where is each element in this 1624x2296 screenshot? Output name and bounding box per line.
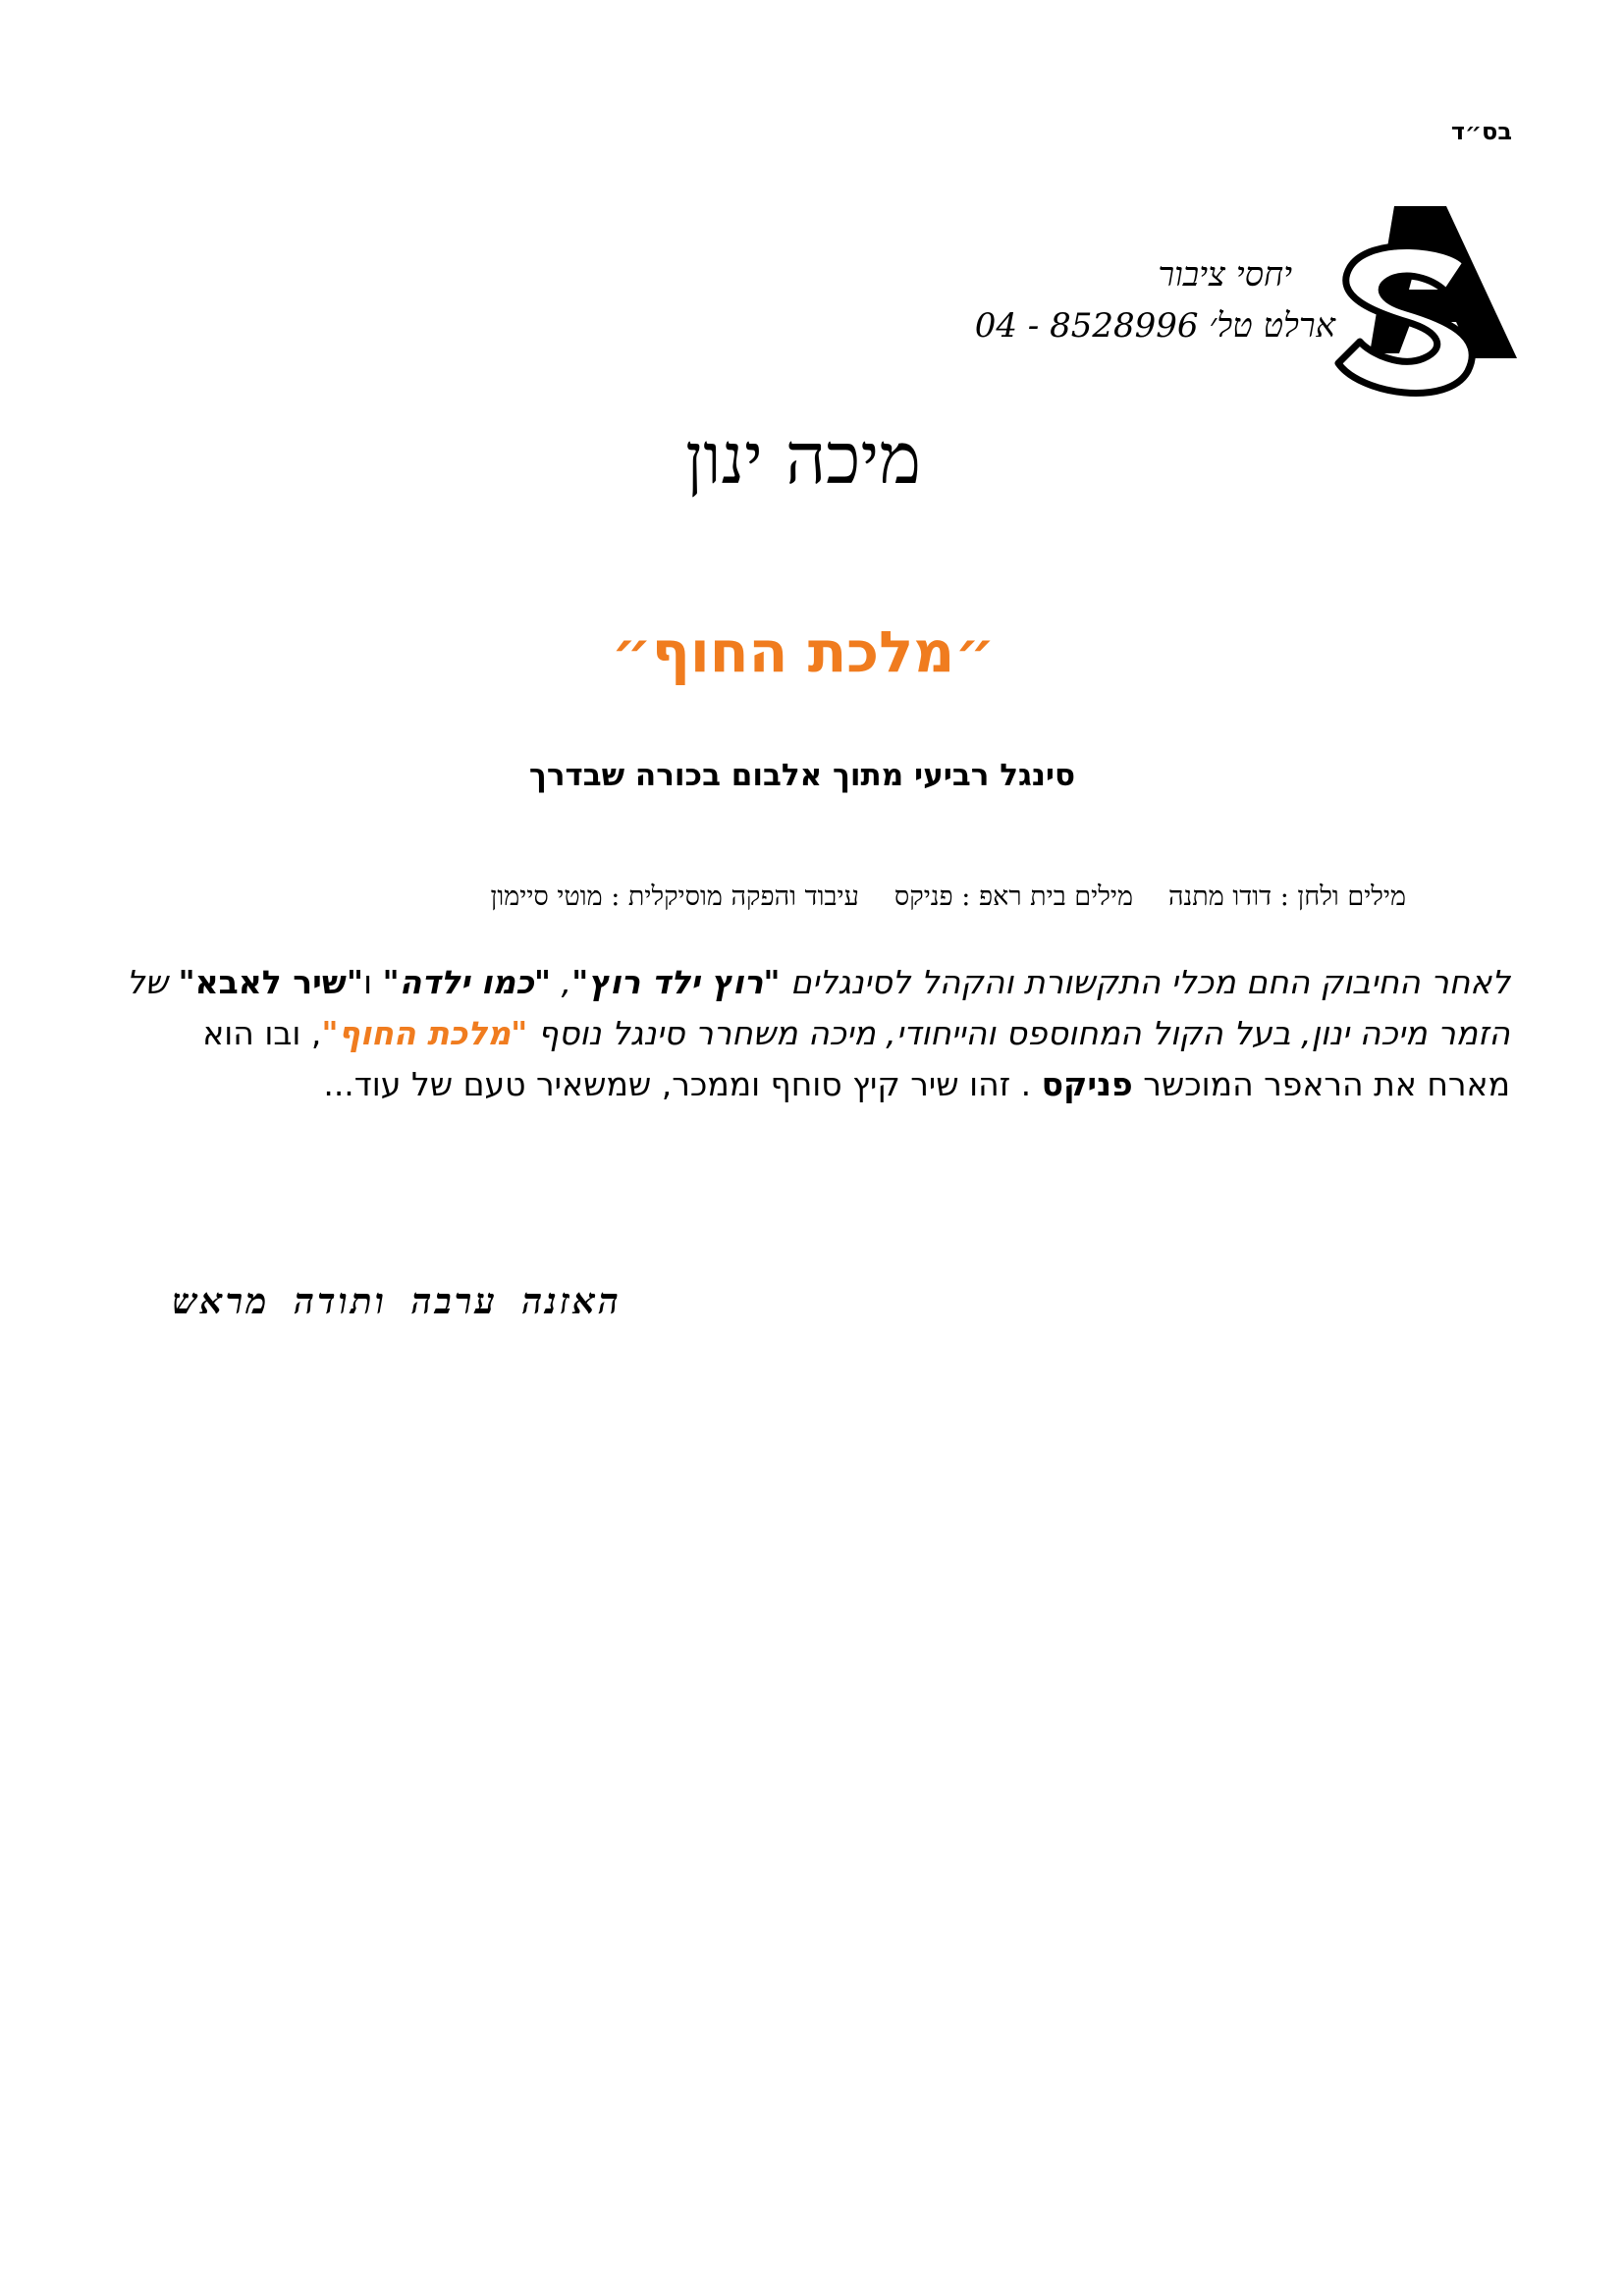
single-title-song-for-dad: "שיר לאבא" xyxy=(178,963,364,1001)
rapper-name: פניקס xyxy=(1041,1065,1133,1103)
artist-name-text: מיכה ינון xyxy=(684,417,922,500)
body-intro: לאחר החיבוק החם מכלי התקשורת והקהל לסינגלים xyxy=(780,963,1510,1001)
credit-rap-lyrics: מילים בית ראפ : פניקס xyxy=(893,881,1133,912)
song-title xyxy=(0,618,1624,685)
single-title-like-a-girl: "כמו ילדה" xyxy=(382,963,552,1001)
credit-arrangement: עיבוד והפקה מוסיקלית : מוטי סיימון xyxy=(490,881,859,912)
single-title-beach-queen: "מלכת החוף" xyxy=(321,1014,528,1052)
signoff: האזנה ערבה ותודה מראש xyxy=(172,1282,622,1322)
single-title-run-kid-run: "רוץ ילד רוץ" xyxy=(571,963,781,1001)
credits-line xyxy=(490,881,1406,912)
subtitle xyxy=(0,758,1624,793)
subtitle-text: סינגל רביעי מתוך אלבום בכורה שבדרך xyxy=(528,758,1076,793)
body-and: ו xyxy=(363,963,383,1001)
credit-music-lyrics: מילים ולחן : דודו מתנה xyxy=(1167,881,1406,912)
artist-name xyxy=(0,417,1624,501)
song-title-text: ״מלכת החוף״ xyxy=(611,618,996,685)
header-bsd: בס״ד xyxy=(1450,118,1512,145)
sa-logo-icon xyxy=(1330,206,1517,407)
body-closing: . זהו שיר קיץ סוחף וממכר, שמשאיר טעם של עוד... xyxy=(323,1065,1042,1103)
pr-department: יחסי ציבור xyxy=(1158,255,1292,294)
body-guest: , ובו הוא מארח את הראפר המוכשר xyxy=(202,1014,1510,1103)
pr-contact: ארלט טל׳ 8528996 - 04 xyxy=(974,306,1335,346)
body-sep: , xyxy=(551,963,572,1001)
body-middle: של הזמר מיכה ינון, בעל הקול המחוספס והייחודי, מיכה משחרר סינגל נוסף xyxy=(126,963,1510,1052)
press-release-body xyxy=(118,957,1510,1110)
